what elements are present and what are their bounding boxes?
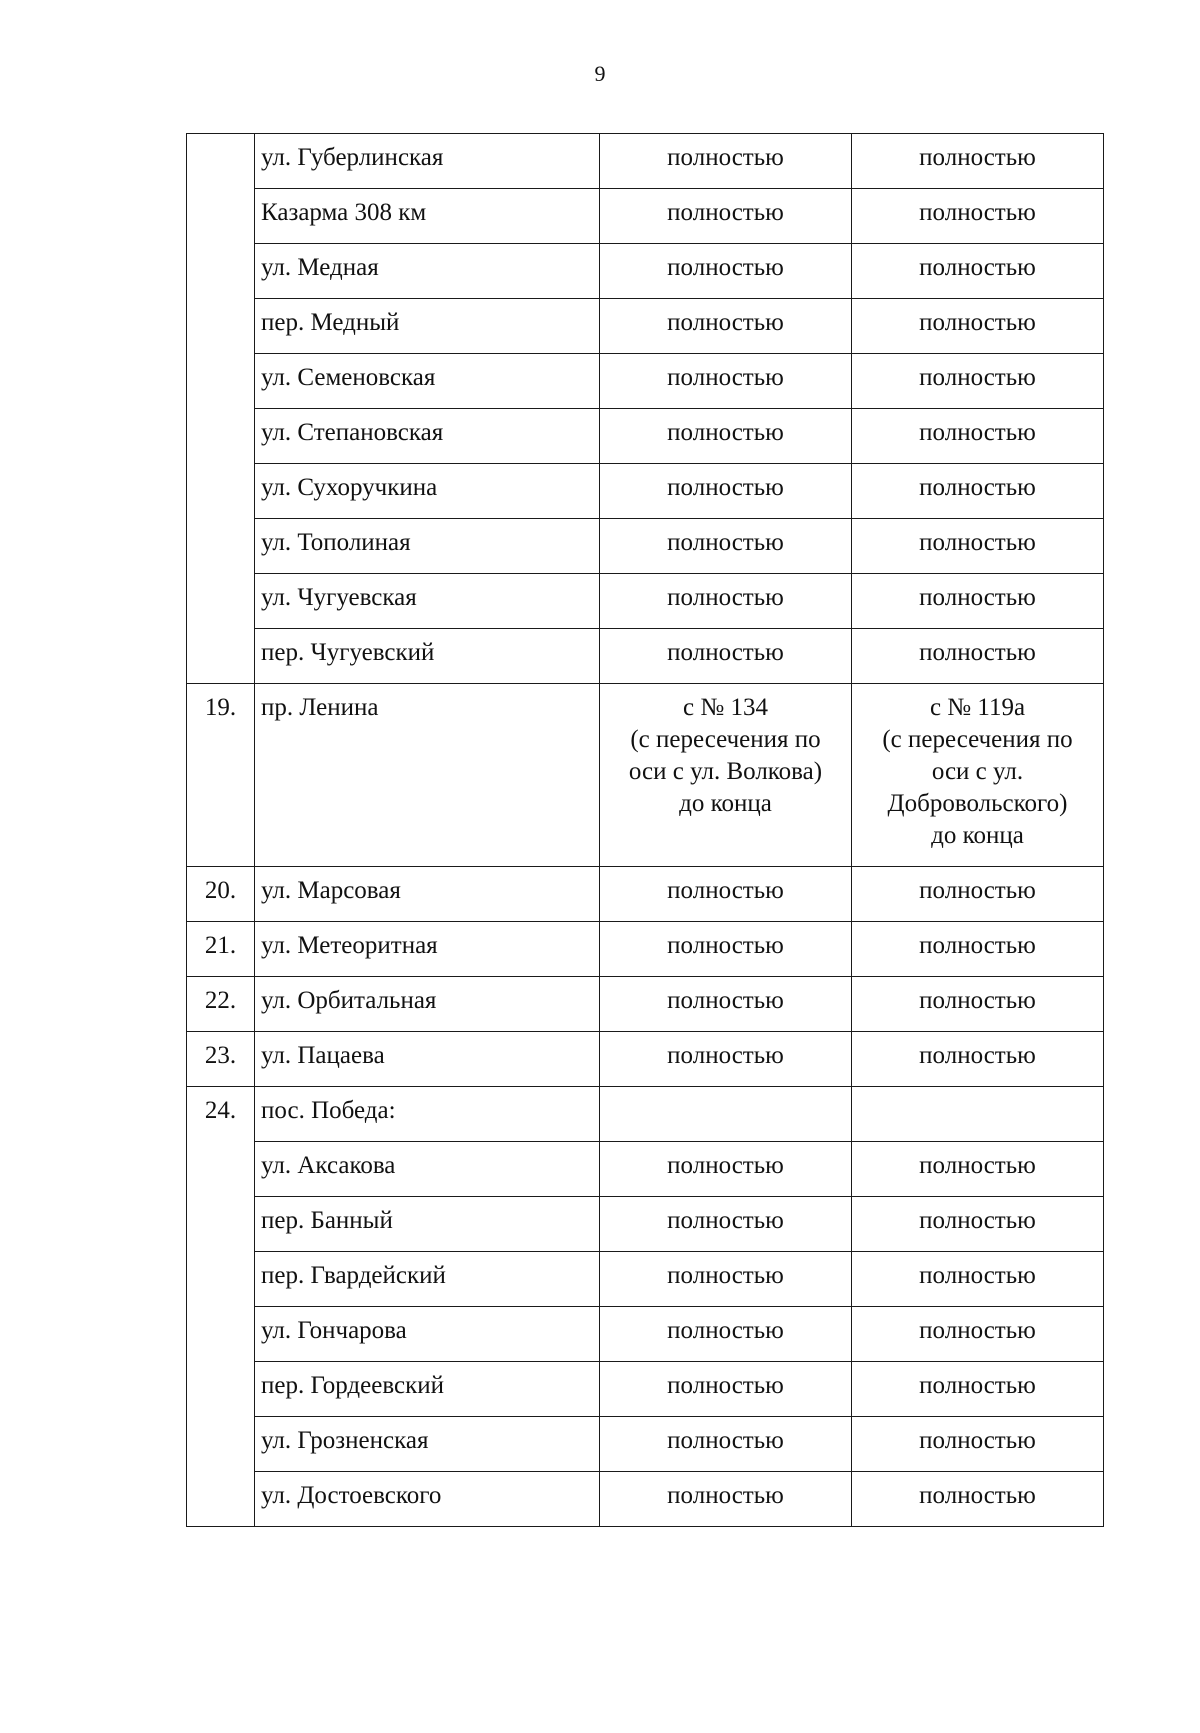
coverage-a: полностью [600,464,852,519]
street-name: пер. Банный [255,1197,600,1252]
street-name: ул. Семеновская [255,354,600,409]
coverage-a [600,1087,852,1142]
coverage-b-line: до конца [931,822,1024,849]
table-row [187,464,1104,519]
street-name: ул. Гончарова [255,1307,600,1362]
table-row [187,134,1104,189]
street-name: ул. Пацаева [255,1032,600,1087]
table-row [187,299,1104,354]
coverage-b-line: Добровольского) [887,790,1068,817]
row-number [187,464,255,519]
coverage-a: полностью [600,409,852,464]
coverage-b: полностью [852,574,1104,629]
row-number [187,299,255,354]
street-name: ул. Грозненская [255,1417,600,1472]
street-name: ул. Губерлинская [255,134,600,189]
coverage-a: полностью [600,922,852,977]
table-row [187,1197,1104,1252]
coverage-a: полностью [600,1032,852,1087]
table-row [187,519,1104,574]
coverage-a: полностью [600,629,852,684]
row-number [187,574,255,629]
coverage-b: полностью [852,922,1104,977]
streets-table [186,133,1104,1527]
coverage-a-line: (с пересечения по [630,726,821,753]
coverage-b: полностью [852,1307,1104,1362]
row-number: 20. [187,867,255,922]
street-name: ул. Метеоритная [255,922,600,977]
coverage-a: полностью [600,1142,852,1197]
coverage-a [600,684,852,867]
table-row [187,244,1104,299]
coverage-a: полностью [600,519,852,574]
coverage-a: полностью [600,574,852,629]
table-row [187,629,1104,684]
street-name: ул. Тополиная [255,519,600,574]
street-name: ул. Сухоручкина [255,464,600,519]
table-row [187,189,1104,244]
row-number: 19. [187,684,255,867]
table-row [187,922,1104,977]
coverage-b-line: с № 119а [929,694,1026,721]
coverage-a: полностью [600,1362,852,1417]
coverage-a: полностью [600,1472,852,1527]
coverage-b: полностью [852,134,1104,189]
street-name: пр. Ленина [255,684,600,867]
row-number [187,1197,255,1252]
coverage-a: полностью [600,299,852,354]
coverage-b: полностью [852,409,1104,464]
table-row [187,1417,1104,1472]
street-name: ул. Орбитальная [255,977,600,1032]
row-number: 23. [187,1032,255,1087]
table-row [187,409,1104,464]
street-name: ул. Чугуевская [255,574,600,629]
street-name: пос. Победа: [255,1087,600,1142]
coverage-a: полностью [600,1197,852,1252]
street-name: ул. Степановская [255,409,600,464]
coverage-a: полностью [600,354,852,409]
street-name: Казарма 308 км [255,189,600,244]
coverage-b: полностью [852,977,1104,1032]
table-row [187,867,1104,922]
table-row [187,1252,1104,1307]
row-number [187,1307,255,1362]
table-row [187,574,1104,629]
coverage-a: полностью [600,1252,852,1307]
coverage-b: полностью [852,1032,1104,1087]
street-name: пер. Гордеевский [255,1362,600,1417]
table-row [187,1142,1104,1197]
street-name: ул. Достоевского [255,1472,600,1527]
row-number [187,134,255,189]
table-row [187,354,1104,409]
coverage-a-line: оси с ул. Волкова) [628,758,823,785]
coverage-b: полностью [852,1252,1104,1307]
table-row [187,684,1104,867]
coverage-b: полностью [852,867,1104,922]
coverage-a: полностью [600,977,852,1032]
row-number [187,519,255,574]
street-name: пер. Медный [255,299,600,354]
coverage-a: полностью [600,867,852,922]
row-number [187,354,255,409]
row-number [187,244,255,299]
coverage-a: полностью [600,134,852,189]
coverage-b: полностью [852,519,1104,574]
table-row [187,977,1104,1032]
page-number: 9 [594,61,606,86]
table-row [187,1307,1104,1362]
row-number: 21. [187,922,255,977]
table-row [187,1362,1104,1417]
street-name: пер. Чугуевский [255,629,600,684]
row-number [187,1142,255,1197]
table-row [187,1087,1104,1142]
coverage-a-line: с № 134 [683,694,768,721]
coverage-a: полностью [600,1307,852,1362]
street-name: ул. Марсовая [255,867,600,922]
street-name: пер. Гвардейский [255,1252,600,1307]
coverage-b [852,684,1104,867]
coverage-b-line: оси с ул. [931,758,1024,785]
row-number [187,1472,255,1527]
coverage-b: полностью [852,354,1104,409]
coverage-b: полностью [852,1472,1104,1527]
table-row [187,1472,1104,1527]
row-number: 24. [187,1087,255,1142]
coverage-b: полностью [852,1142,1104,1197]
row-number [187,629,255,684]
row-number: 22. [187,977,255,1032]
coverage-b: полностью [852,464,1104,519]
coverage-b: полностью [852,1417,1104,1472]
coverage-b: полностью [852,629,1104,684]
street-name: ул. Медная [255,244,600,299]
table-row [187,1032,1104,1087]
coverage-a-line: до конца [679,790,772,817]
row-number [187,409,255,464]
coverage-b: полностью [852,299,1104,354]
row-number [187,1252,255,1307]
row-number [187,189,255,244]
coverage-a: полностью [600,1417,852,1472]
coverage-b: полностью [852,189,1104,244]
streets-table-body [187,134,1104,1527]
coverage-b-line: (с пересечения по [882,726,1073,753]
coverage-b [852,1087,1104,1142]
coverage-b: полностью [852,1197,1104,1252]
row-number [187,1417,255,1472]
row-number [187,1362,255,1417]
coverage-b: полностью [852,244,1104,299]
coverage-b: полностью [852,1362,1104,1417]
coverage-a: полностью [600,189,852,244]
coverage-a: полностью [600,244,852,299]
streets-table-container [186,133,1103,1527]
street-name: ул. Аксакова [255,1142,600,1197]
